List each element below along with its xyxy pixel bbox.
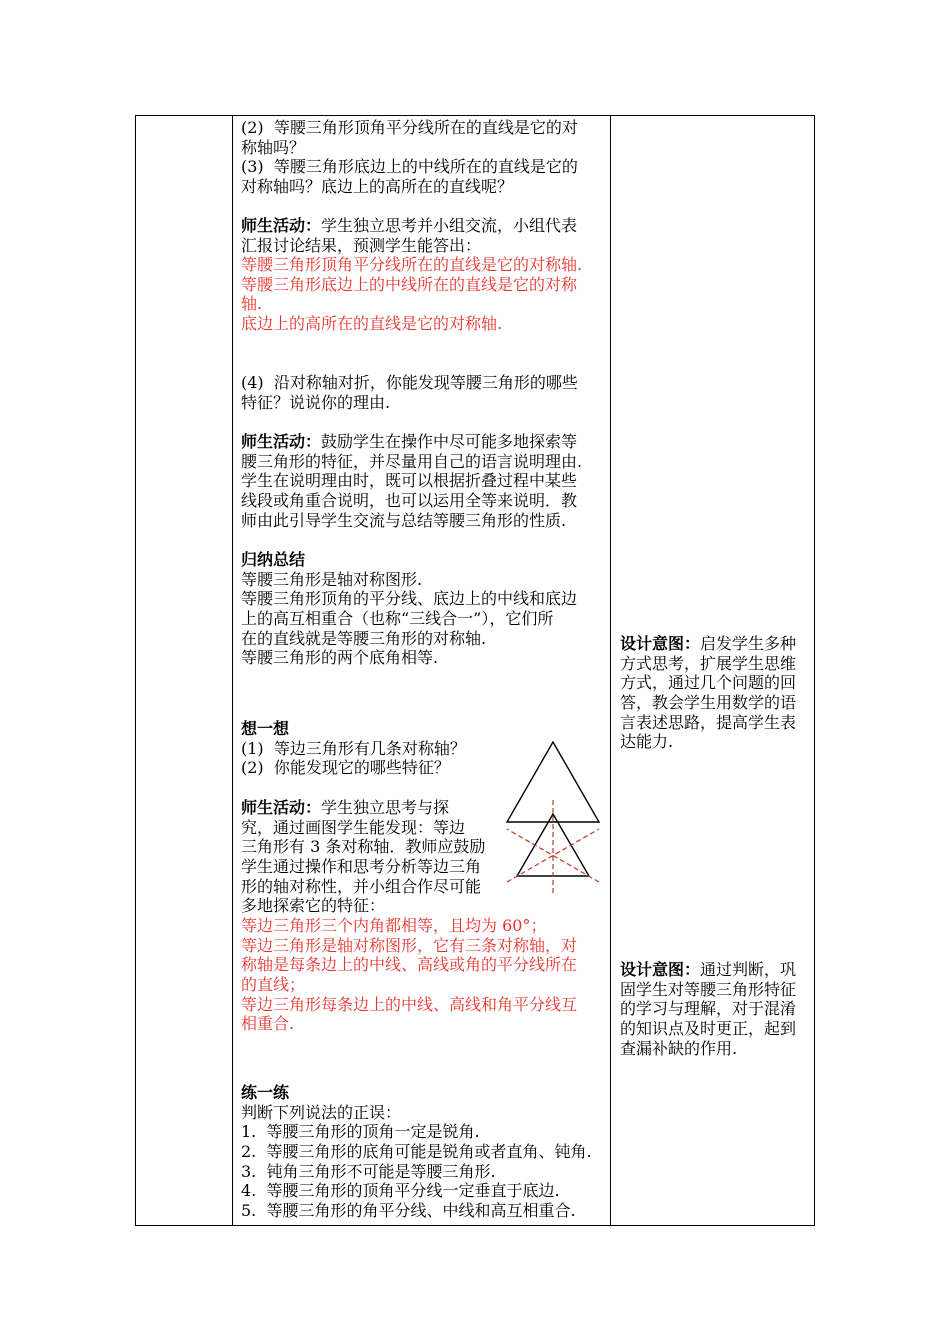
answer-line: 等边三角形每条边上的中线、高线和角平分线互	[241, 994, 578, 1014]
activity-2-line	[241, 432, 582, 452]
column-divider-right	[610, 115, 611, 1226]
practice-heading-line	[241, 1083, 592, 1103]
intent-2-line: 的学习与理解，对于混淆	[620, 999, 797, 1019]
activity-label: 师生活动：	[241, 432, 322, 451]
activity-3-line: 多地探索它的特征：	[241, 896, 386, 916]
intent-text: 通过判断，巩	[700, 960, 797, 979]
answer-line: 称轴是每条边上的中线、高线或角的平分线所在	[241, 955, 578, 975]
summary-line: 上的高互相重合（也称“三线合一”），它们所	[241, 609, 554, 629]
summary-section	[241, 550, 577, 668]
activity-text: 学生独立思考与探	[321, 798, 450, 817]
activity-label: 师生活动：	[241, 216, 322, 235]
answer-line: 轴.	[241, 294, 263, 314]
activity-2-line: 线段或角重合说明，也可以运用全等来说明．教	[241, 491, 578, 511]
activity-3-line: 究，通过画图学生能发现：等边	[241, 817, 466, 837]
practice-item: 2. 等腰三角形的底角可能是锐角或者直角、钝角.	[241, 1142, 592, 1162]
expected-answers-3	[241, 916, 577, 1034]
activity-3-line: 形的轴对称性，并小组合作尽可能	[241, 876, 482, 896]
answer-line: 的直线；	[241, 975, 306, 995]
summary-line: 在的直线就是等腰三角形的对称轴.	[241, 628, 487, 648]
question-4-line: 特征？说说你的理由.	[241, 392, 391, 412]
intent-2-line: 的知识点及时更正，起到	[620, 1019, 797, 1039]
intent-2-line: 查漏补缺的作用.	[620, 1038, 738, 1058]
intent-label: 设计意图：	[620, 960, 701, 979]
activity-2-line: 师由此引导学生交流与总结等腰三角形的性质.	[241, 510, 567, 530]
teacher-student-activity-1	[241, 216, 577, 255]
question-2	[241, 118, 578, 157]
question-3	[241, 157, 578, 196]
think-line: (2) 你能发现它的哪些特征？	[241, 758, 450, 778]
intent-1-line: 方式，通过几个问题的回	[620, 673, 797, 693]
intent-1-line: 答，教会学生用数学的语	[620, 693, 797, 713]
intent-label: 设计意图：	[620, 634, 701, 653]
question-2-line: 称轴吗？	[241, 137, 306, 157]
think-line: (1) 等边三角形有几条对称轴？	[241, 738, 466, 758]
question-2-line: (2) 等腰三角形顶角平分线所在的直线是它的对	[241, 118, 578, 137]
intent-1-line: 达能力.	[620, 732, 674, 752]
equilateral-triangle-figure	[500, 736, 606, 900]
activity-text: 学生独立思考并小组交流，小组代表	[321, 216, 578, 235]
summary-line: 等腰三角形顶角的平分线、底边上的中线和底边	[241, 589, 578, 609]
answer-line: 等边三角形三个内角都相等，且均为 60°；	[241, 916, 547, 935]
practice-heading: 练一练	[241, 1083, 290, 1102]
summary-heading-line	[241, 550, 577, 570]
intent-1-line	[620, 634, 796, 654]
practice-section	[241, 1083, 592, 1221]
summary-heading: 归纳总结	[241, 550, 306, 569]
summary-line: 等腰三角形是轴对称图形.	[241, 569, 423, 589]
expected-answers-1	[241, 255, 582, 334]
intent-2-line	[620, 960, 796, 980]
think-heading: 想一想	[241, 719, 290, 738]
question-4	[241, 373, 578, 412]
activity-3-line	[241, 798, 485, 818]
column-divider-left	[232, 115, 233, 1226]
answer-line: 相重合.	[241, 1014, 295, 1034]
activity-2-line: 腰三角形的特征，并尽量用自己的语言说明理由.	[241, 451, 583, 471]
design-intent-2	[620, 960, 796, 1058]
think-section	[241, 719, 466, 778]
summary-line: 等腰三角形的两个底角相等.	[241, 648, 439, 668]
answer-line: 等腰三角形顶角平分线所在的直线是它的对称轴.	[241, 255, 583, 274]
question-3-line: 对称轴吗？底边上的高所在的直线呢？	[241, 176, 514, 196]
question-4-line: (4) 沿对称轴对折，你能发现等腰三角形的哪些	[241, 373, 578, 392]
answer-line: 底边上的高所在的直线是它的对称轴.	[241, 314, 503, 334]
think-heading-line	[241, 719, 466, 739]
activity-2-line: 学生在说明理由时，既可以根据折叠过程中某些	[241, 471, 578, 491]
activity-1-line	[241, 216, 577, 236]
practice-item: 4. 等腰三角形的顶角平分线一定垂直于底边.	[241, 1181, 560, 1201]
answer-line: 等边三角形是轴对称图形，它有三条对称轴，对	[241, 935, 578, 955]
teacher-student-activity-3	[241, 798, 485, 916]
practice-item: 1. 等腰三角形的顶角一定是锐角.	[241, 1122, 480, 1142]
question-3-line: (3) 等腰三角形底边上的中线所在的直线是它的	[241, 157, 578, 176]
practice-item: 3. 钝角三角形不可能是等腰三角形.	[241, 1161, 496, 1181]
activity-3-line: 学生通过操作和思考分析等边三角	[241, 857, 482, 877]
intent-1-line: 方式思考，扩展学生思维	[620, 653, 797, 673]
activity-label: 师生活动：	[241, 798, 322, 817]
practice-item: 5. 等腰三角形的角平分线、中线和高互相重合.	[241, 1201, 576, 1221]
design-intent-1	[620, 634, 796, 752]
teacher-student-activity-2	[241, 432, 582, 530]
intent-2-line: 固学生对等腰三角形特征	[620, 979, 797, 999]
intent-text: 启发学生多种	[700, 634, 797, 653]
answer-line: 等腰三角形底边上的中线所在的直线是它的对称	[241, 274, 578, 294]
activity-3-line: 三角形有 3 条对称轴．教师应鼓励	[241, 837, 486, 857]
activity-1-line: 汇报讨论结果，预测学生能答出：	[241, 235, 482, 255]
practice-intro: 判断下列说法的正误：	[241, 1102, 402, 1122]
activity-text: 鼓励学生在操作中尽可能多地探索等	[321, 432, 578, 451]
intent-1-line: 言表述思路，提高学生表	[620, 712, 797, 732]
